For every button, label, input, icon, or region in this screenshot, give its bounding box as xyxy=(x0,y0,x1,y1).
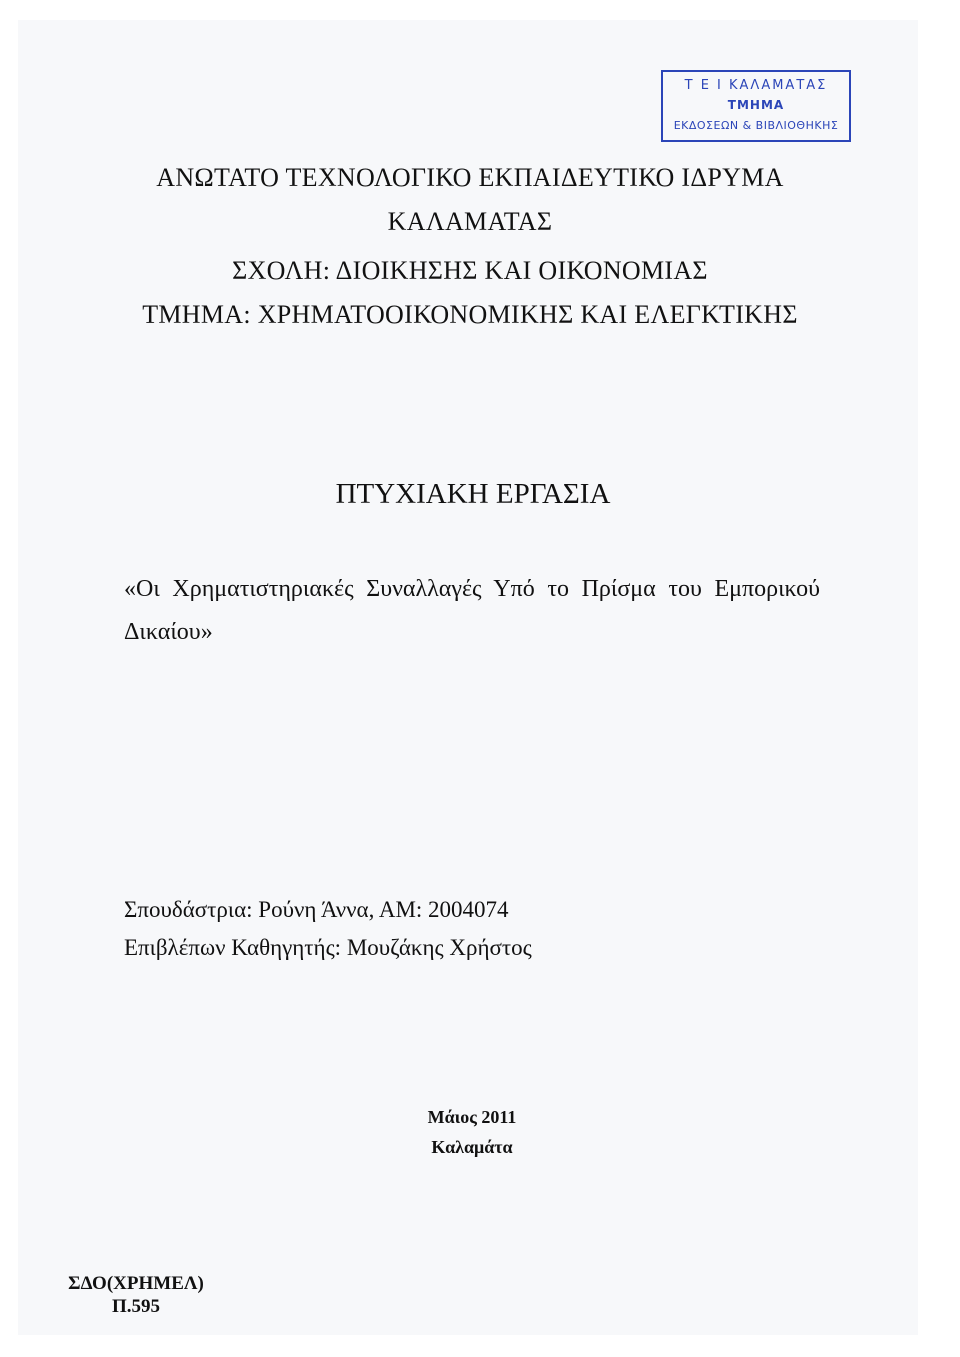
stamp-line-1: Τ Ε Ι ΚΑΛΑΜΑΤΑΣ xyxy=(684,78,828,93)
submission-date: Μάιος 2011 xyxy=(427,1107,517,1127)
call-number-line-2: Π.595 xyxy=(111,1296,161,1317)
student-info: Σπουδάστρια: Ρούνη Άννα, ΑΜ: 2004074 xyxy=(124,897,509,922)
institution-name: ΑΝΩΤΑΤΟ ΤΕΧΝΟΛΟΓΙΚΟ ΕΚΠΑΙΔΕΥΤΙΚΟ ΙΔΡΥΜΑ xyxy=(156,163,784,192)
institution-city: ΚΑΛΑΜΑΤΑΣ xyxy=(387,207,553,236)
department-name: ΤΜΗΜΑ: ΧΡΗΜΑΤΟΟΙΚΟΝΟΜΙΚΗΣ ΚΑΙ ΕΛΕΓΚΤΙΚΗΣ xyxy=(142,300,798,329)
thesis-heading: ΠΤΥΧΙΑΚΗ ΕΡΓΑΣΙΑ xyxy=(335,478,611,510)
supervisor-info: Επιβλέπων Καθηγητής: Μουζάκης Χρήστος xyxy=(124,935,532,960)
submission-city: Καλαμάτα xyxy=(431,1137,513,1157)
library-stamp xyxy=(661,70,851,142)
call-number-line-1: ΣΔΟ(ΧΡΗΜΕΛ) xyxy=(68,1273,204,1294)
stamp-line-2: ΤΜΗΜΑ xyxy=(727,98,785,112)
thesis-title-line-2: Δικαίου» xyxy=(124,619,213,645)
stamp-line-3: ΕΚΔΟΣΕΩΝ & ΒΙΒΛΙΟΘΗΚΗΣ xyxy=(673,119,839,132)
school-name: ΣΧΟΛΗ: ΔΙΟΙΚΗΣΗΣ ΚΑΙ ΟΙΚΟΝΟΜΙΑΣ xyxy=(232,256,708,285)
thesis-title-line-1: «Οι Χρηματιστηριακές Συναλλαγές Υπό το Πρίσμα του Εμπορικού xyxy=(124,576,820,602)
